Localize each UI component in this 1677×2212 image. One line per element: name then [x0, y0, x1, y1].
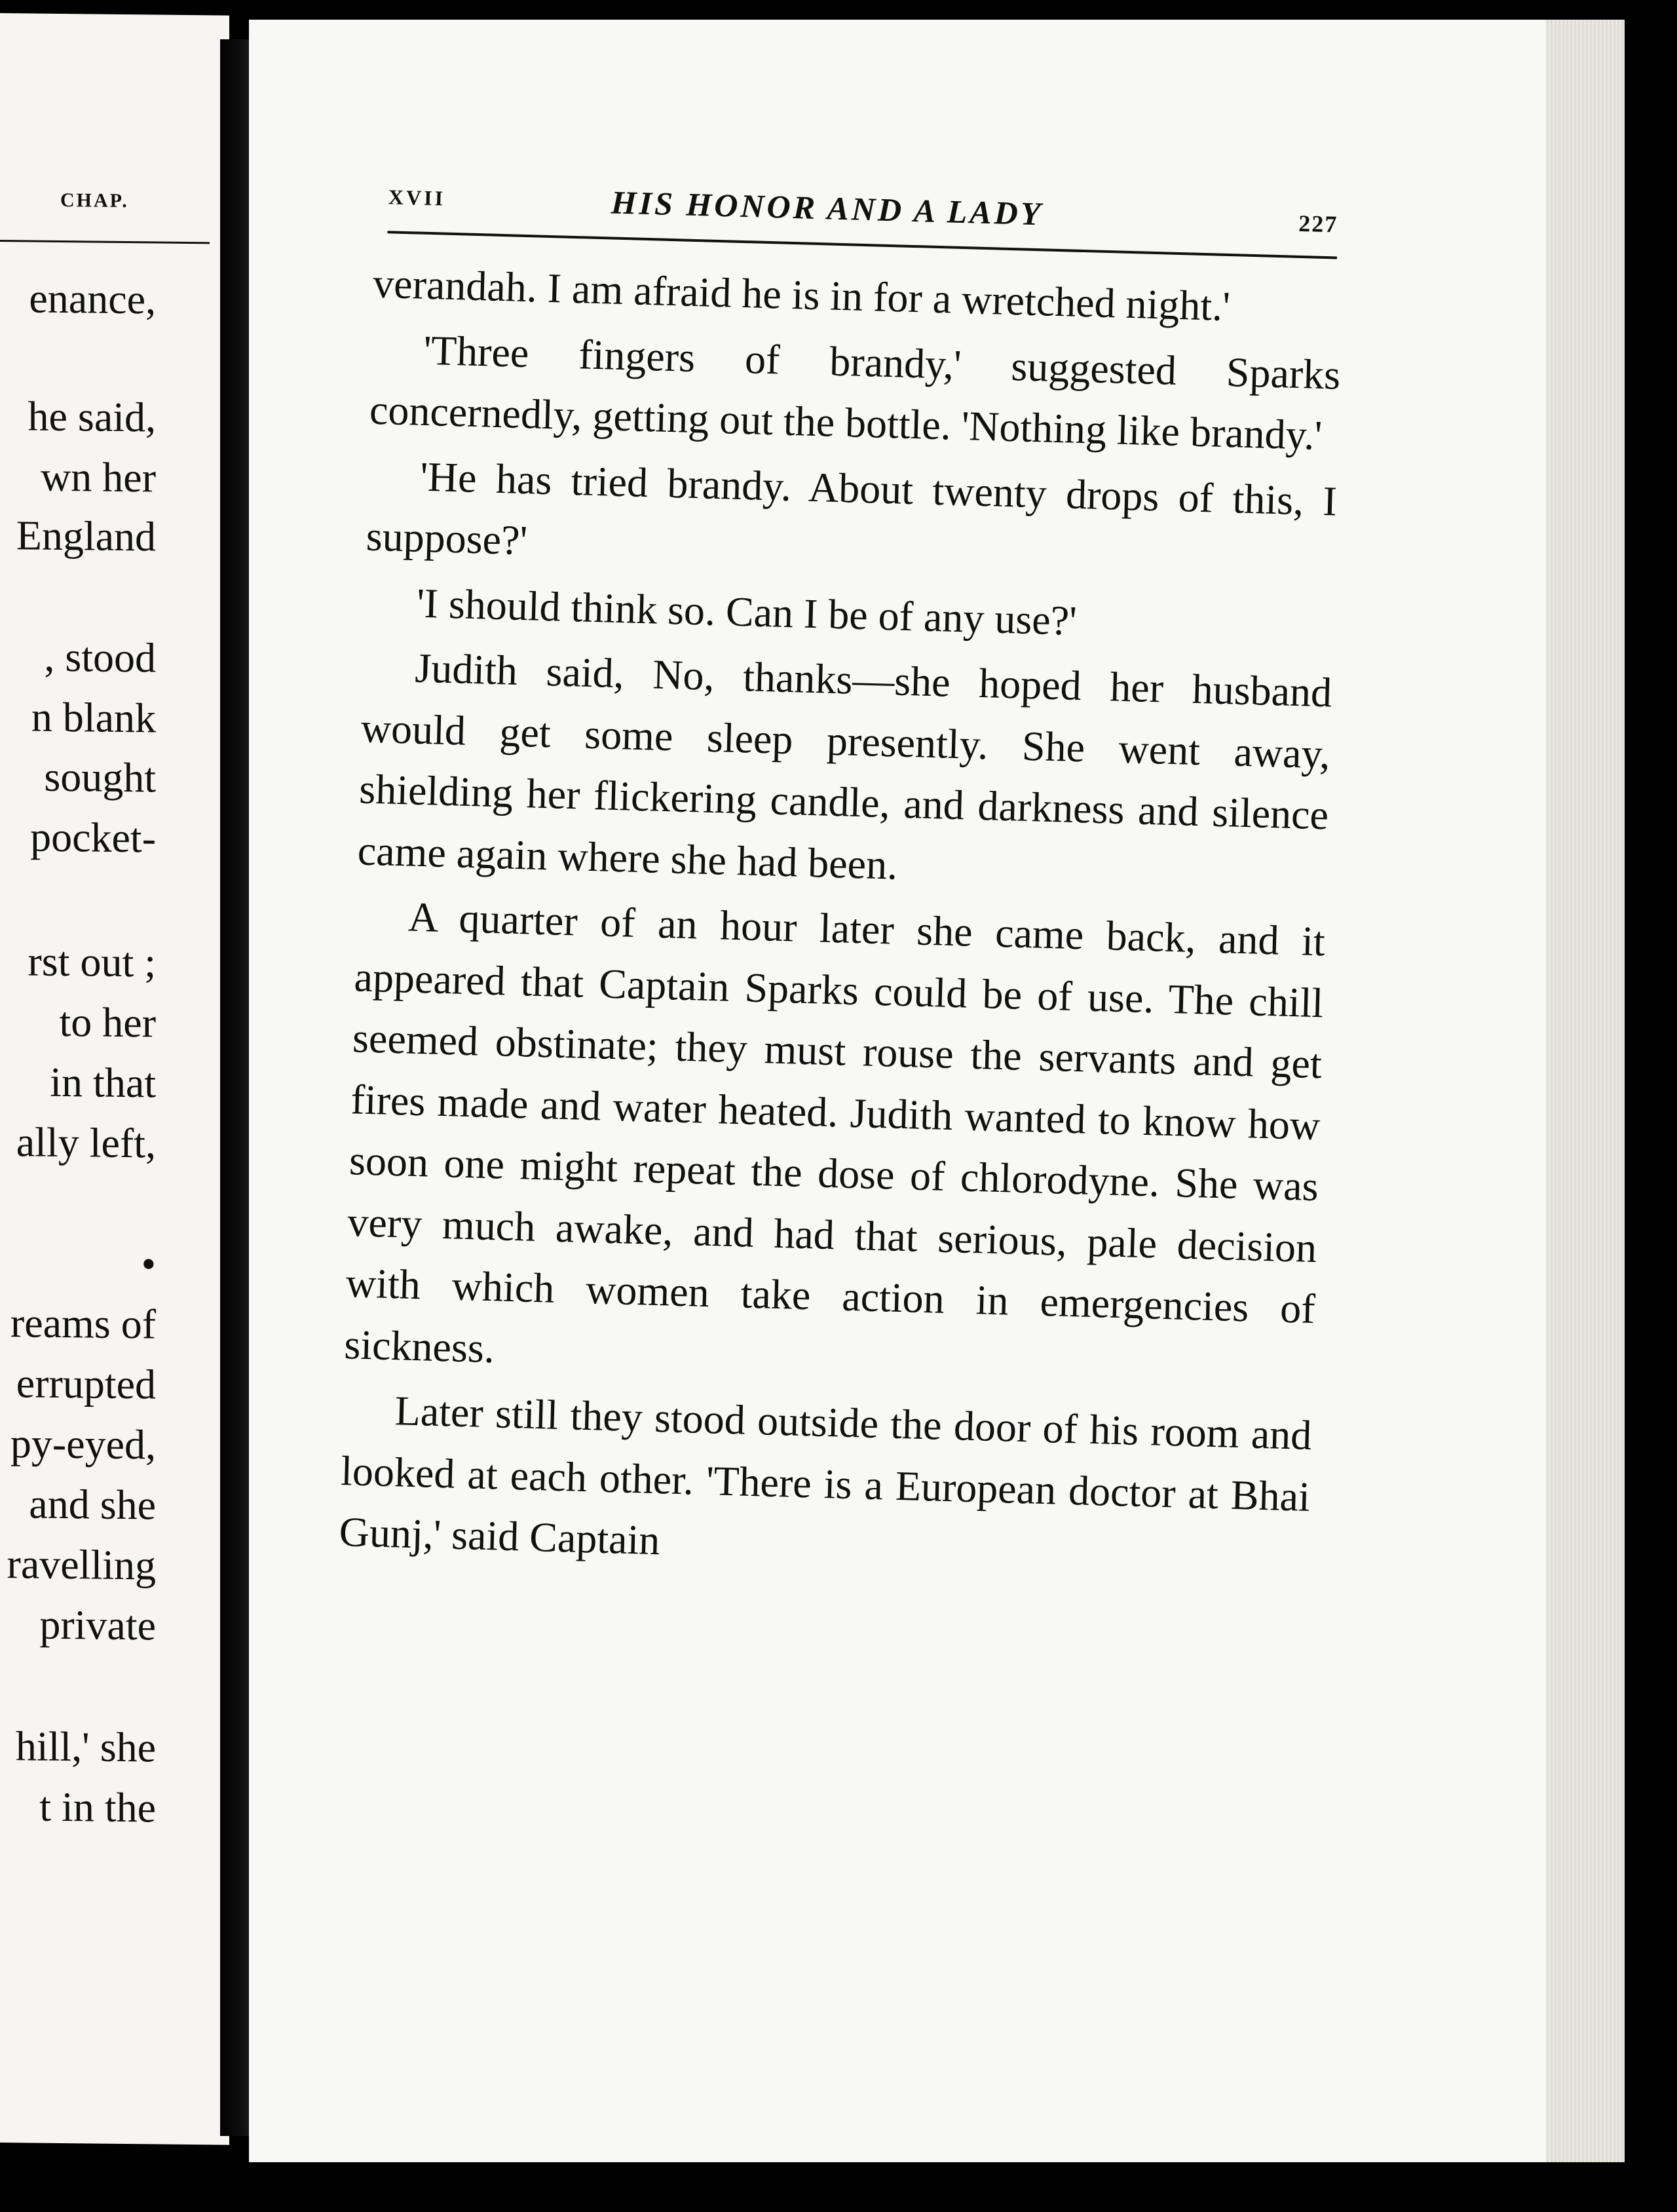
text-fragment: and she: [29, 1480, 156, 1529]
text-fragment: enance,: [29, 275, 156, 323]
text-fragment: in that: [50, 1058, 156, 1107]
paragraph: Later still they stood outside the door of his room and looked at each other. 'There is a European doctor at Bhai Gunj,' said Captain: [338, 1387, 1313, 1564]
text-fragment: t in the: [39, 1783, 156, 1831]
paragraph: 'Three fingers of brandy,' suggested Sparks concernedly, getting out the bottle. 'Nothing like brandy.': [369, 326, 1342, 459]
chapter-label: CHAP.: [60, 189, 129, 212]
previous-page: [0, 13, 229, 2145]
text-fragment: sought: [44, 753, 156, 801]
text-fragment: wn her: [41, 453, 156, 501]
page-content: [249, 20, 1572, 2162]
text-fragment: ravelling: [7, 1540, 156, 1589]
running-head: [388, 177, 1338, 248]
text-fragment: he said,: [28, 392, 156, 441]
text-fragment: •: [141, 1240, 156, 1287]
text-fragment: England: [16, 512, 156, 560]
text-fragment: to her: [59, 998, 156, 1046]
text-fragment: rst out ;: [28, 938, 156, 986]
text-fragment: n blank: [31, 693, 156, 742]
paragraph: 'He has tried brandy. About twenty drops of this, I suppose?': [365, 453, 1338, 564]
paragraph: 'I should think so. Can I be of any use?': [416, 579, 1078, 644]
text-fragment: , stood: [44, 633, 156, 681]
text-fragment: reams of: [10, 1299, 156, 1348]
text-fragment: ally left,: [16, 1118, 156, 1167]
text-fragment: errupted: [16, 1360, 156, 1408]
header-rule: [0, 240, 210, 244]
paragraph: Judith said, No, thanks—she hoped her husband would get some sleep presently. She went away, shielding her flickering candle, and darkness and silence came again where she had been.: [357, 644, 1332, 888]
body-text: [338, 253, 1343, 1593]
text-fragment: py-eyed,: [10, 1420, 156, 1468]
page-number: 227: [1298, 210, 1338, 238]
chapter-numeral: XVII: [388, 185, 446, 210]
running-title: HIS HONOR AND A LADY: [611, 183, 1044, 233]
text-fragment: private: [39, 1601, 156, 1649]
paragraph: A quarter of an hour later she came back, and it appeared that Captain Sparks could be of use. The chill seemed obstinate; they must rouse the servants and get fires made and water heated. Judith wanted to know how soon one might repeat the dose of chlorodyne. She was very much awake, and had that serious, pale decision with which women take action in emergencies of sickness.: [343, 893, 1326, 1371]
text-fragment: hill,' she: [15, 1723, 156, 1771]
text-fragment: pocket-: [30, 813, 156, 862]
paragraph: verandah. I am afraid he is in for a wretched night.': [372, 259, 1231, 330]
current-page: [249, 20, 1625, 2162]
